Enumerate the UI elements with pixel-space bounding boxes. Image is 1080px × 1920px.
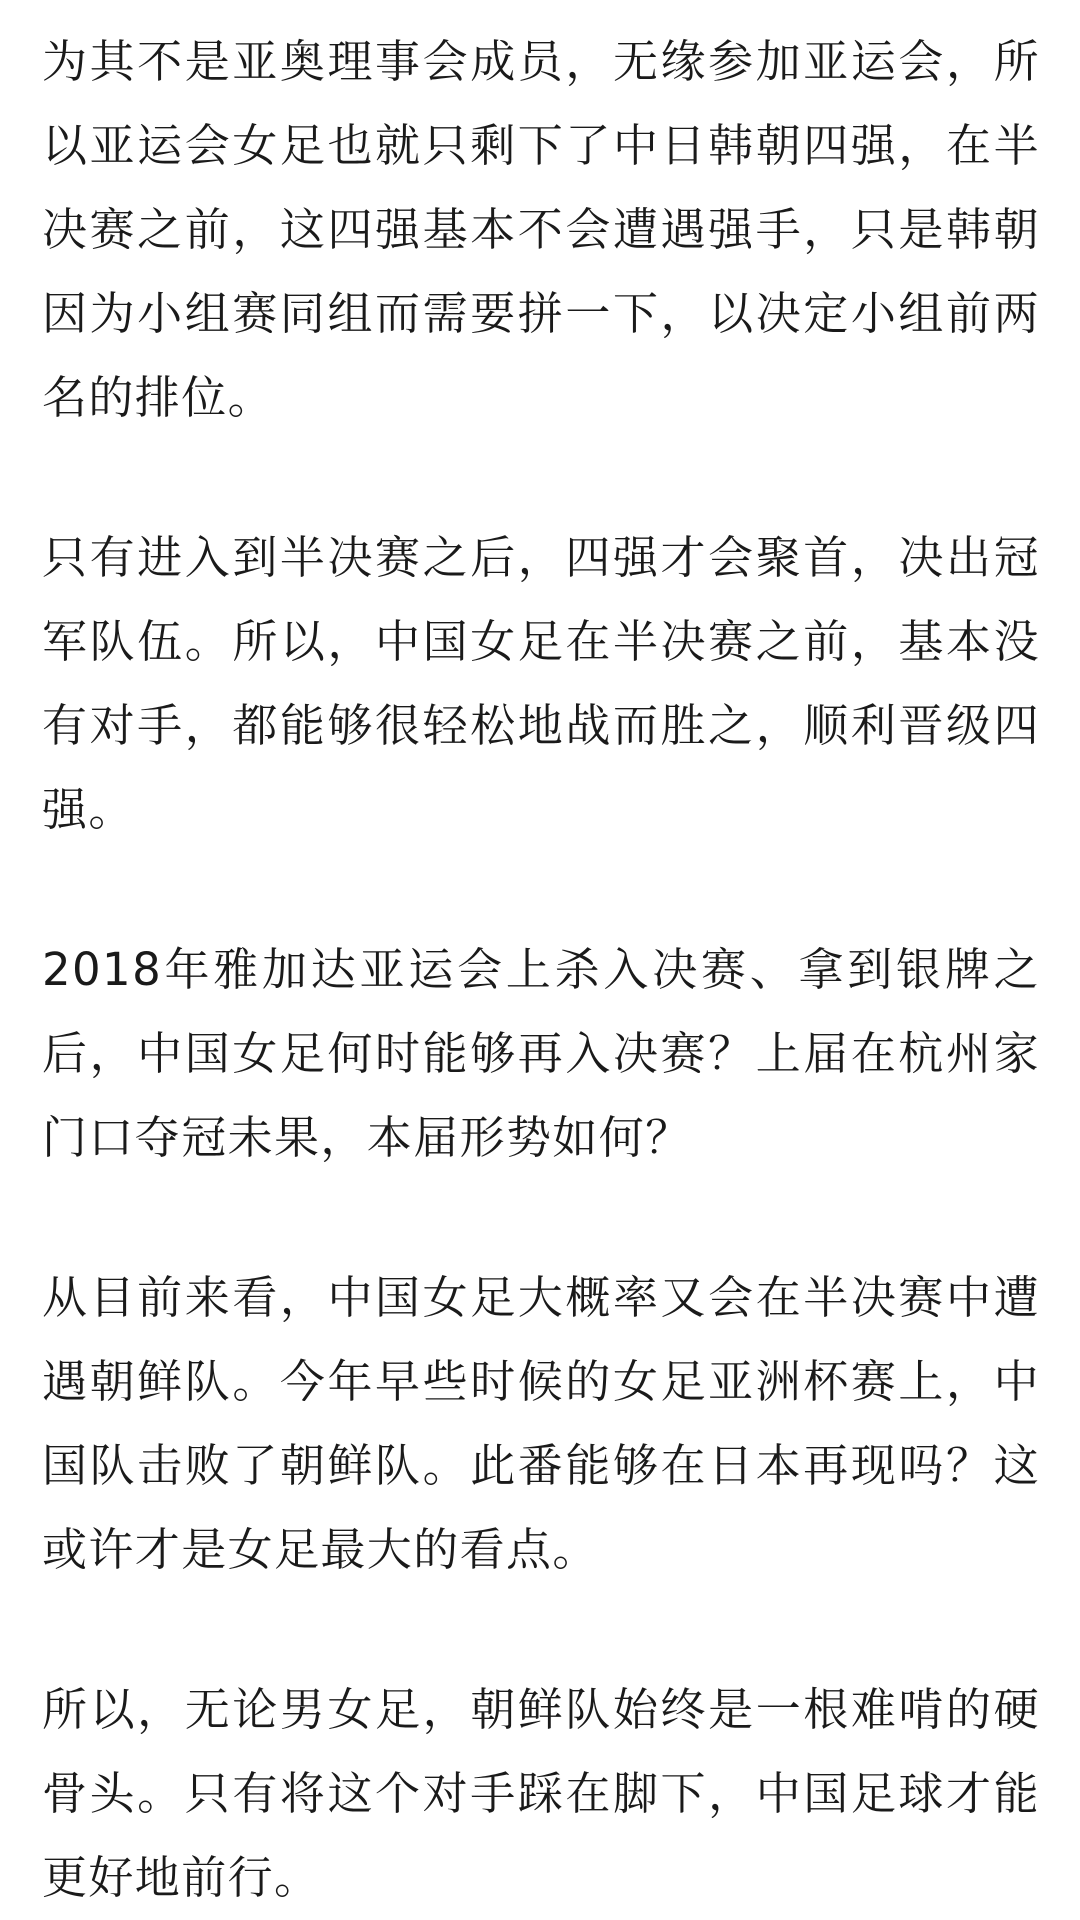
article-paragraph-5: 所以，无论男女足，朝鲜队始终是一根难啃的硬骨头。只有将这个对手踩在脚下，中国足球才能更好地前行。 (42, 1683, 1040, 1904)
article-paragraph-3: 2018年雅加达亚运会上杀入决赛、拿到银牌之后，中国女足何时能够再入决赛？上届在杭州家门口夺冠未果，本届形势如何？ (42, 943, 1040, 1164)
article-paragraph-4: 从目前来看，中国女足大概率又会在半决赛中遭遇朝鲜队。今年早些时候的女足亚洲杯赛上，中国队击败了朝鲜队。此番能够在日本再现吗？这或许才是女足最大的看点。 (42, 1271, 1040, 1576)
article-paragraph-2: 只有进入到半决赛之后，四强才会聚首，决出冠军队伍。所以，中国女足在半决赛之前，基本没有对手，都能够很轻松地战而胜之，顺利晋级四强。 (42, 531, 1040, 836)
article-paragraph-1: 为其不是亚奥理事会成员，无缘参加亚运会，所以亚运会女足也就只剩下了中日韩朝四强，在半决赛之前，这四强基本不会遭遇强手，只是韩朝因为小组赛同组而需要拼一下，以决定小组前两名的排位。 (42, 35, 1040, 424)
